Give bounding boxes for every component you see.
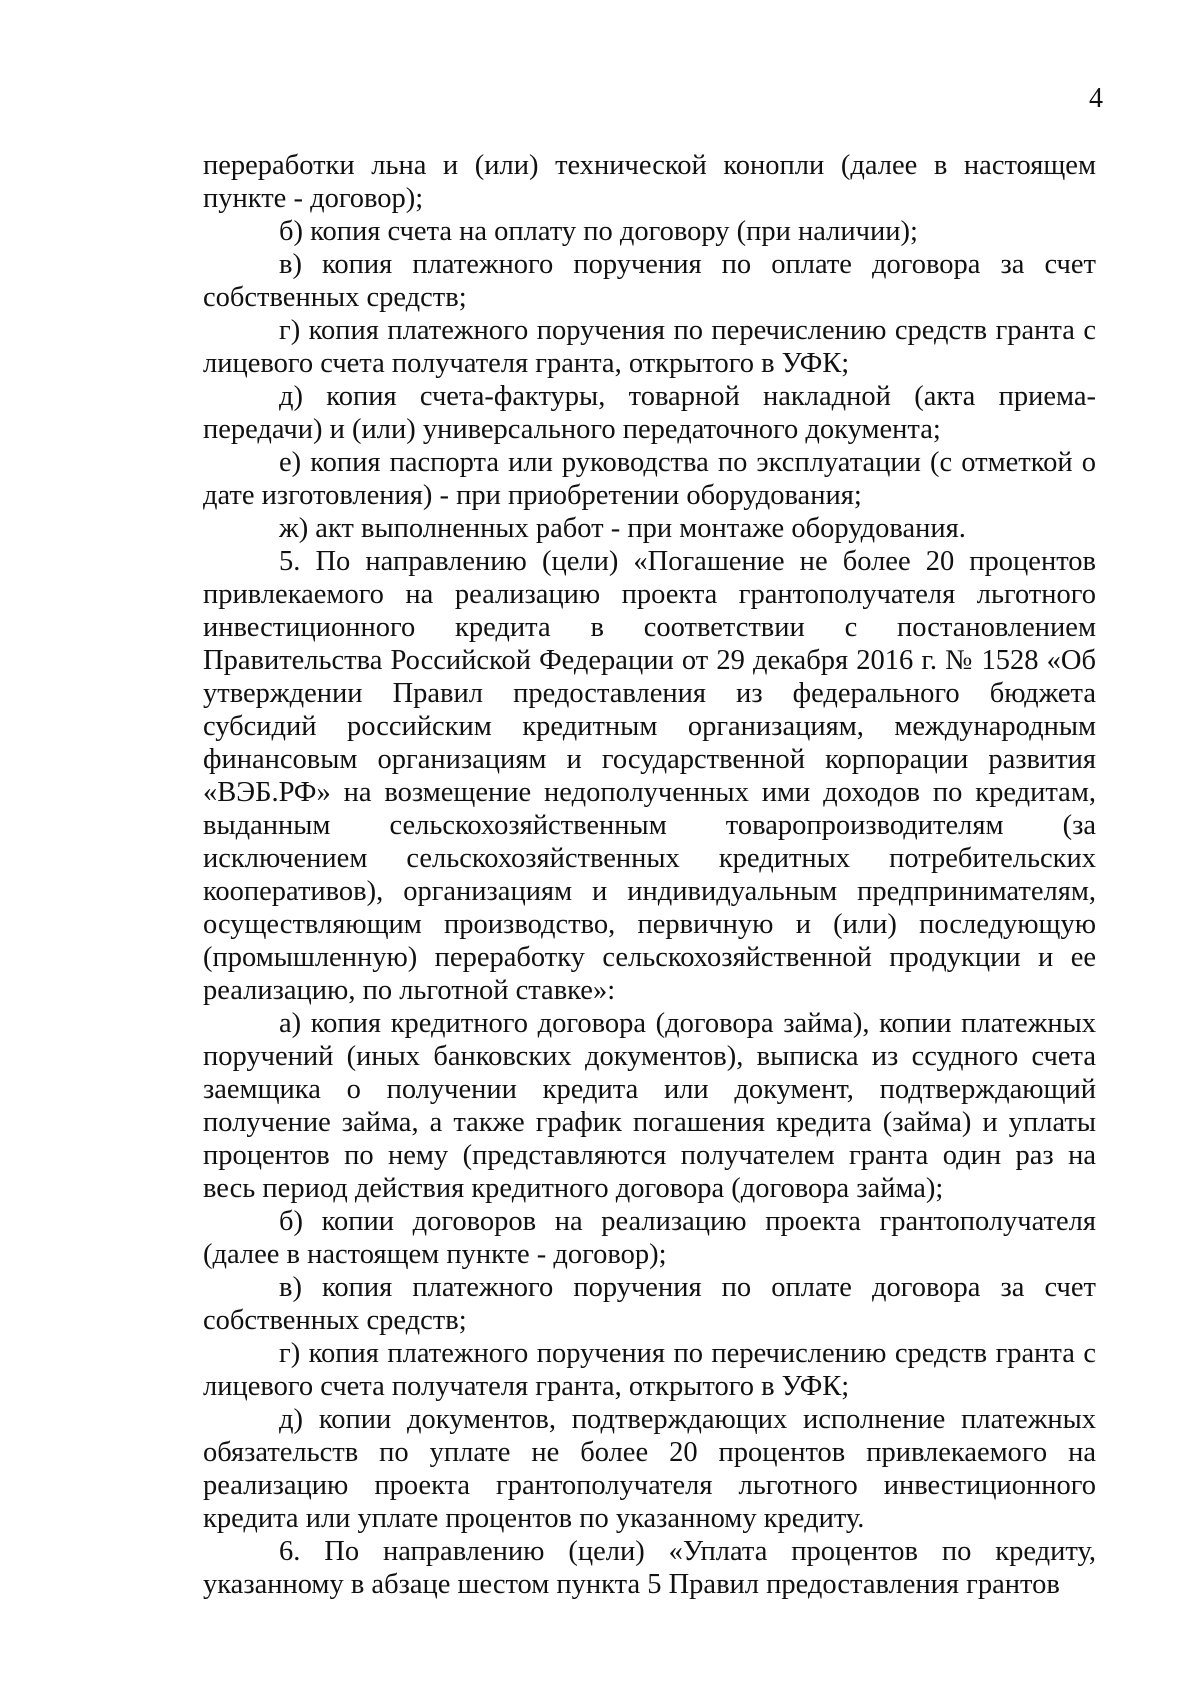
paragraph-item-d: д) копия счета-фактуры, товарной накладной (акта приема-передачи) и (или) универсального передаточного документа; [203, 381, 1096, 445]
paragraph-item-b: б) копия счета на оплату по договору (при наличии); [279, 216, 918, 247]
page-number: 4 [1089, 83, 1103, 114]
document-body [203, 149, 1096, 1601]
paragraph-continuation: переработки льна и (или) технической конопли (далее в настоящем пункте - договор); [203, 150, 1096, 214]
paragraph-section-5-item-g: г) копия платежного поручения по перечислению средств гранта с лицевого счета получателя гранта, открытого в УФК; [203, 1338, 1096, 1402]
paragraph-section-5-item-v: в) копия платежного поручения по оплате договора за счет собственных средств; [203, 1272, 1096, 1336]
paragraph-item-g: г) копия платежного поручения по перечислению средств гранта с лицевого счета получателя гранта, открытого в УФК; [203, 315, 1096, 379]
paragraph-section-5-item-b: б) копии договоров на реализацию проекта грантополучателя (далее в настоящем пункте - договор); [203, 1206, 1096, 1270]
paragraph-section-5-item-d: д) копии документов, подтверждающих исполнение платежных обязательств по уплате не более 20 процентов привлекаемого на реализацию проекта грантополучателя льготного инвестиционного кредита или уплате процентов по указанному кредиту. [203, 1404, 1096, 1534]
paragraph-item-e: е) копия паспорта или руководства по эксплуатации (с отметкой о дате изготовления) - при приобретении оборудования; [203, 447, 1096, 511]
paragraph-item-v: в) копия платежного поручения по оплате договора за счет собственных средств; [203, 249, 1096, 313]
paragraph-section-6: 6. По направлению (цели) «Уплата процентов по кредиту, указанному в абзаце шестом пункта 5 Правил предоставления грантов [203, 1536, 1096, 1600]
paragraph-section-5-item-a: а) копия кредитного договора (договора займа), копии платежных поручений (иных банковских документов), выписка из ссудного счета заемщика о получении кредита или документ, подтверждающий получение займа, а также график погашения кредита (займа) и уплаты процентов по нему (представляются получателем гранта один раз на весь период действия кредитного договора (договора займа); [203, 1008, 1096, 1204]
paragraph-section-5: 5. По направлению (цели) «Погашение не более 20 процентов привлекаемого на реализацию проекта грантополучателя льготного инвестиционного кредита в соответствии с постановлением Правительства Российской Федерации от 29 декабря 2016 г. № 1528 «Об утверждении Правил предоставления из федерального бюджета субсидий российским кредитным организациям, международным финансовым организациям и государственной корпорации развития «ВЭБ.РФ» на возмещение недополученных ими доходов по кредитам, выданным сельскохозяйственным товаропроизводителям (за исключением сельскохозяйственных кредитных потребительских кооперативов), организациям и индивидуальным предпринимателям, осуществляющим производство, первичную и (или) последующую (промышленную) переработку сельскохозяйственной продукции и ее реализацию, по льготной ставке»: [203, 546, 1096, 1006]
paragraph-item-zh: ж) акт выполненных работ - при монтаже оборудования. [279, 513, 966, 544]
